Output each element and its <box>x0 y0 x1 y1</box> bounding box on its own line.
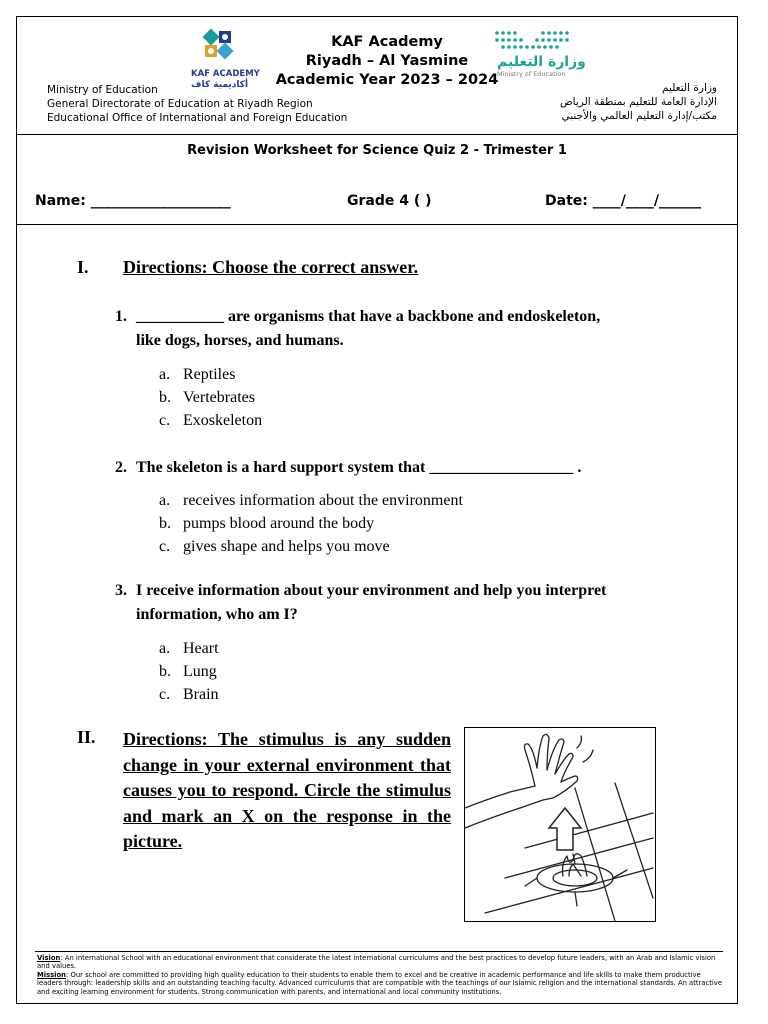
question-3-options <box>159 637 219 706</box>
hand-stove-illustration <box>465 728 655 921</box>
question-2-number: 2. <box>115 459 127 476</box>
question-2-option-b[interactable]: b. pumps blood around the body <box>159 515 375 532</box>
header-divider <box>17 134 737 135</box>
ministry-line-en-3: Educational Office of International and Foreign Education <box>47 112 348 124</box>
section-2-directions: Directions: The stimulus is any sudden change in your external environment that causes you to respond. Circle the stimulus and mark an X on the response in the picture. <box>123 729 451 851</box>
ministry-lines-ar <box>560 81 717 123</box>
ministry-line-en-2: General Directorate of Education at Riyadh Region <box>47 98 313 110</box>
footer <box>37 954 725 996</box>
worksheet-title: Revision Worksheet for Science Quiz 2 - Trimester 1 <box>187 143 567 158</box>
school-name: KAF Academy <box>331 34 443 50</box>
ministry-line-ar-1: وزارة التعليم <box>662 82 717 94</box>
question-3-number: 3. <box>115 582 127 599</box>
ministry-dots-icon <box>493 29 573 51</box>
stimulus-response-picture[interactable] <box>464 727 656 922</box>
question-3-option-b[interactable]: b. Lung <box>159 663 217 680</box>
academic-year: Academic Year 2023 – 2024 <box>275 72 499 88</box>
question-3 <box>115 579 695 627</box>
question-2-options <box>159 489 463 558</box>
school-title-block <box>267 33 507 90</box>
date-field[interactable]: Date: ____/____/______ <box>545 193 701 209</box>
ministry-logo-ar: وزارة التعليم <box>497 54 586 70</box>
grade-field[interactable]: Grade 4 ( ) <box>347 193 432 209</box>
info-divider <box>17 224 737 225</box>
question-2 <box>115 456 695 480</box>
page-frame <box>16 16 738 1004</box>
question-1-option-a[interactable]: a. Reptiles <box>159 366 236 383</box>
question-2-option-c[interactable]: c. gives shape and helps you move <box>159 538 390 555</box>
section-2-number: II. <box>77 727 96 747</box>
question-3-line-1: I receive information about your environment and help you interpret <box>136 582 607 599</box>
question-1-line-2: like dogs, horses, and humans. <box>136 332 344 349</box>
question-1-option-c[interactable]: c. Exoskeleton <box>159 412 263 429</box>
question-1-options <box>159 363 262 432</box>
question-1-number: 1. <box>115 308 127 325</box>
question-3-line-2: information, who am I? <box>136 606 298 623</box>
ministry-line-ar-2: الإدارة العامة للتعليم بمنطقة الرياض <box>559 96 717 108</box>
ministry-line-en-1: Ministry of Education <box>47 84 158 96</box>
footer-divider <box>35 951 723 952</box>
name-field[interactable]: Name: ____________________ <box>35 193 231 209</box>
school-location: Riyadh – Al Yasmine <box>305 53 469 69</box>
ministry-lines-en <box>47 83 347 125</box>
question-3-option-a[interactable]: a. Heart <box>159 640 219 657</box>
question-2-option-a[interactable]: a. receives information about the environment <box>159 492 463 509</box>
question-3-option-c[interactable]: c. Brain <box>159 686 219 703</box>
ministry-line-ar-3: مكتب/إدارة التعليم العالمي والأجنبي <box>561 110 717 122</box>
question-2-line-1: The skeleton is a hard support system that __________________ . <box>136 459 582 476</box>
kaf-logo-text-en: KAF ACADEMY <box>191 69 260 79</box>
footer-mission: Mission: Our school are committed to providing high quality education to their students to enable them to excel and be creative in academic performance and life skills to make them productive leaders through: leadership skills and an outstanding teaching faculty. Advanced curriculums that are compatible with the teachings of our Islamic religion and the international standards. An attractive and exciting learning environment for students. Strong communication with parents, and international and local community institutions. <box>37 970 723 996</box>
section-1-title: Directions: Choose the correct answer. <box>123 257 419 277</box>
question-1 <box>115 305 675 353</box>
section-1-number: I. <box>77 257 89 277</box>
footer-vision: Vision: An international School with an educational environment that considerate the latest international curriculums and the best practices to develop future leaders, with an Arab and Islamic vision and values. <box>37 954 716 971</box>
ministry-logo-en: Ministry of Education <box>497 70 566 78</box>
ministry-logo <box>493 29 603 78</box>
question-1-line-1: ___________ are organisms that have a backbone and endoskeleton, <box>136 308 601 325</box>
kaf-logo-text-ar: أكاديمية كاف <box>191 80 249 90</box>
question-1-option-b[interactable]: b. Vertebrates <box>159 389 255 406</box>
